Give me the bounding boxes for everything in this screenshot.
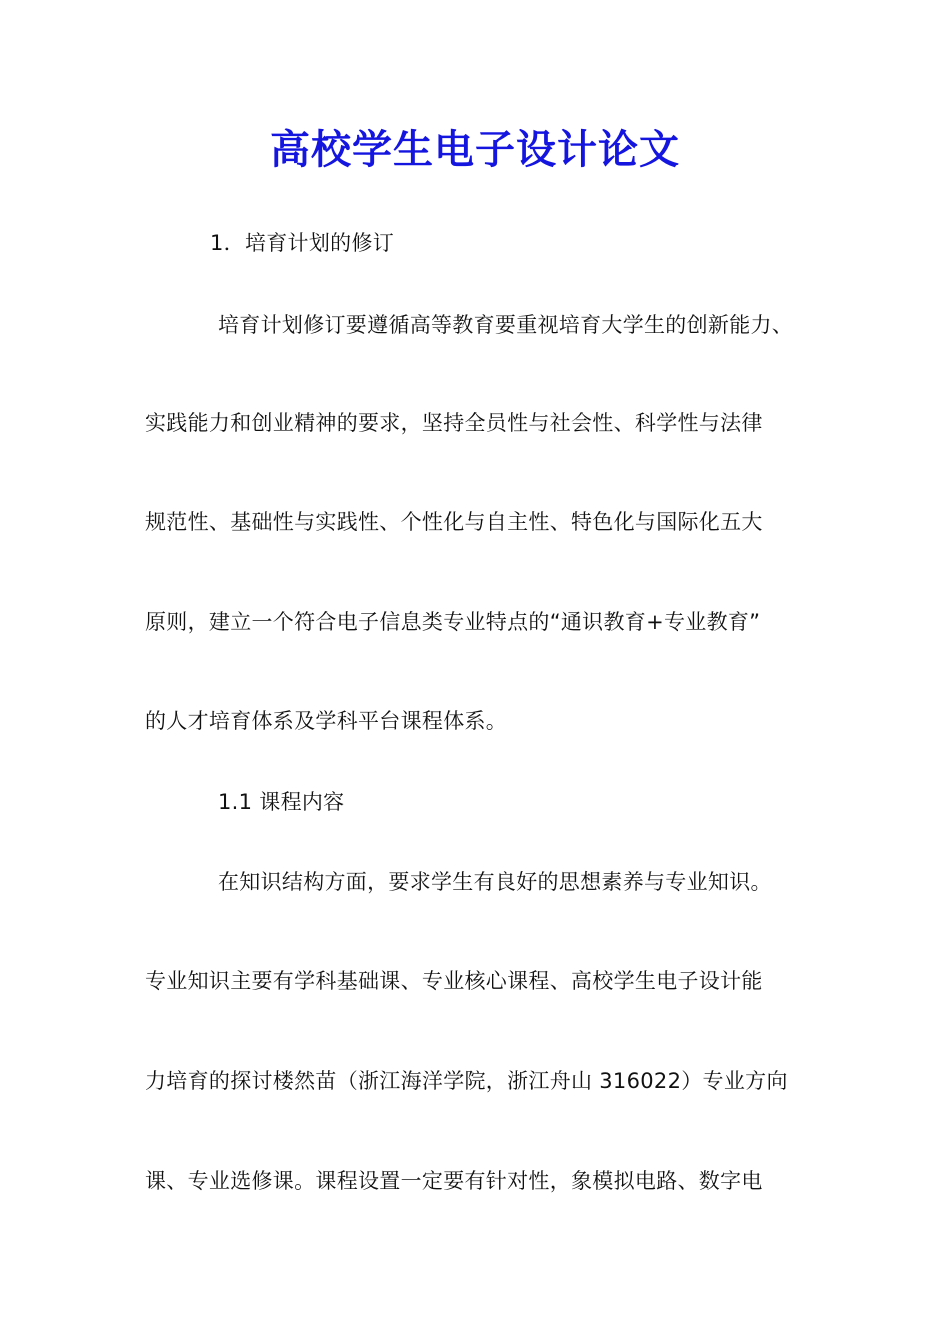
paragraph-1-line-4: 原则，建立一个符合电子信息类专业特点的“通识教育+专业教育” (145, 610, 761, 634)
paragraph-1-line-1: 培育计划修订要遵循高等教育要重视培育大学生的创新能力、 (218, 313, 794, 337)
paragraph-2-line-2: 专业知识主要有学科基础课、专业核心课程、高校学生电子设计能 (145, 969, 763, 993)
paragraph-1-line-3: 规范性、基础性与实践性、个性化与自主性、特色化与国际化五大 (145, 510, 763, 534)
paragraph-2-line-4: 课、专业选修课。课程设置一定要有针对性，象模拟电路、数字电 (145, 1169, 763, 1193)
paragraph-1-line-2: 实践能力和创业精神的要求，坚持全员性与社会性、科学性与法律 (145, 411, 763, 435)
paragraph-2-line-3: 力培育的探讨楼然苗（浙江海洋学院，浙江舟山 316022）专业方向 (145, 1069, 788, 1093)
paragraph-1-line-5: 的人才培育体系及学科平台课程体系。 (145, 709, 508, 733)
document-title: 高校学生电子设计论文 (270, 126, 680, 173)
section-heading-1: 1．培育计划的修订 (210, 231, 395, 255)
section-heading-1-1: 1.1 课程内容 (218, 790, 345, 814)
paragraph-2-line-1: 在知识结构方面，要求学生有良好的思想素养与专业知识。 (218, 870, 772, 894)
